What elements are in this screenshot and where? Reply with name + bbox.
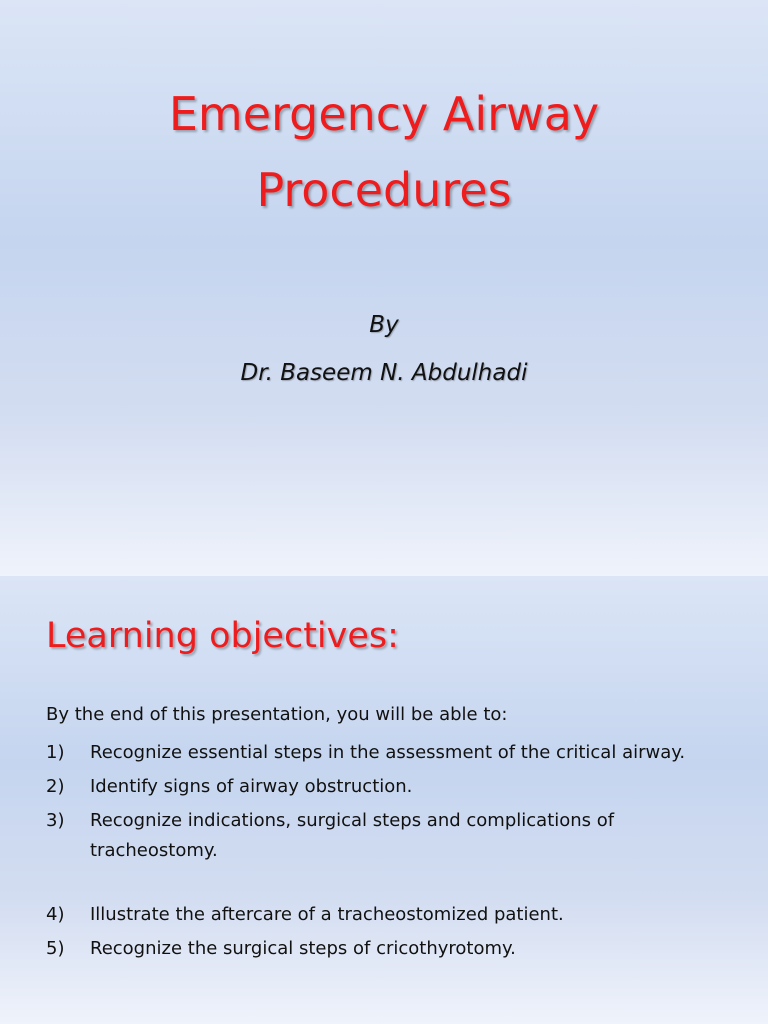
author-name: Dr. Baseem N. Abdulhadi [240,360,528,386]
objectives-list [46,738,726,968]
objectives-intro: By the end of this presentation, you will be able to: [46,704,508,725]
list-item-text: Recognize the surgical steps of cricothyrotomy. [90,938,516,959]
list-item [46,934,726,964]
byline-by: By [369,312,399,338]
list-item-text: Identify signs of airway obstruction. [90,776,413,797]
list-item [46,900,726,930]
list-item-number: 4) [46,904,65,925]
title-line-1: Emergency Airway [168,87,600,141]
list-item [46,806,726,866]
list-item [46,772,726,802]
list-item-text: Recognize indications, surgical steps and complications of tracheostomy. [90,810,615,861]
title-line-2: Procedures [256,163,512,217]
list-item-number: 5) [46,938,65,959]
list-item-number: 1) [46,742,65,763]
list-item-text: Illustrate the aftercare of a tracheostomized patient. [90,904,564,925]
presentation-title [0,76,768,228]
objectives-heading: Learning objectives: [46,616,399,656]
list-item-number: 3) [46,810,65,831]
list-item-text: Recognize essential steps in the assessment of the critical airway. [90,742,686,763]
list-item-number: 2) [46,776,65,797]
list-item [46,738,726,768]
objectives-slide [0,576,768,1024]
